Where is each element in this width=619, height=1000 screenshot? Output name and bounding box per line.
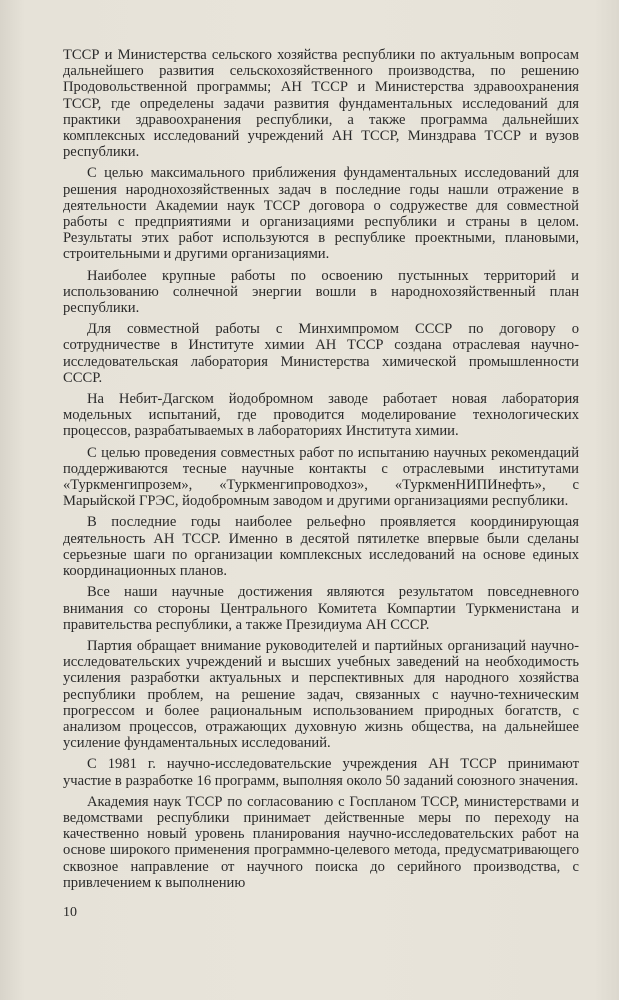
paragraph: В последние годы наиболее рельефно проявляется координирующая деятельность АН ТССР. Именно в десятой пятилетке впервые были сделаны серьезные шаги по организации комплексных исследований на основе единых координационных планов.	[63, 514, 579, 580]
page-number: 10	[63, 905, 77, 920]
paragraph: Академия наук ТССР по согласованию с Госпланом ТССР, министерствами и ведомствами республики принимает действенные меры по переходу на качественно новый уровень планирования научно-исследовательских работ на основе широкого применения программно-целевого метода, предусматривающего сквозное направление от научного поиска до серийного производства, с привлечением к выполнению	[63, 793, 579, 891]
paragraph: С целью проведения совместных работ по испытанию научных рекомендаций поддерживаются тесные научные контакты с отраслевыми институтами «Туркменгипрозем», «Туркменгипроводхоз», «ТуркменНИПИнефть», с Марыйской ГРЭС, йодобромным заводом и другими организациями республики.	[63, 444, 579, 510]
paragraph: Наиболее крупные работы по освоению пустынных территорий и использованию солнечной энергии вошли в народнохозяйственный план республики.	[63, 267, 579, 317]
paragraph: На Небит-Дагском йодобромном заводе работает новая лаборатория модельных испытаний, где проводится моделирование технологических процессов, разрабатываемых в лабораториях Института химии.	[63, 391, 579, 440]
paragraph: С 1981 г. научно-исследовательские учреждения АН ТССР принимают участие в разработке 16 программ, выполняя около 50 заданий союзного значения.	[63, 756, 579, 789]
paragraph: Партия обращает внимание руководителей и партийных организаций научно-исследовательских учреждений и высших учебных заведений на необходимость усиления разработки актуальных и перспективных для народного хозяйства республики проблем, на решение задач, связанных с научно-техническим прогрессом и более рациональным использованием природных богатств, с анализом процессов, отражающих духовную жизнь общества, на дальнейшее усиление фундаментальных исследований.	[63, 637, 579, 752]
paragraph: Все наши научные достижения являются результатом повседневного внимания со стороны Центрального Комитета Компартии Туркменистана и правительства республики, а также Президиума АН СССР.	[63, 584, 579, 633]
body-text	[63, 47, 579, 896]
paragraph: Для совместной работы с Минхимпромом СССР по договору о сотрудничестве в Институте химии АН ТССР создана отраслевая научно-исследовательская лаборатория Министерства химической промышленности СССР.	[63, 321, 579, 386]
paragraph: ТССР и Министерства сельского хозяйства республики по актуальным вопросам дальнейшего развития сельскохозяйственного производства, по решению Продовольственной программы; АН ТССР и Министерства здравоохранения ТССР, где определены задачи развития фундаментальных исследований для практики здравоохранения республики, а также программа дальнейших комплексных исследований учреждений АН ТССР, Минздрава ТССР и вузов республики.	[63, 47, 579, 161]
paragraph: С целью максимального приближения фундаментальных исследований для решения народнохозяйственных задач в последние годы нашли отражение в деятельности Академии наук ТССР договора о содружестве для совместной работы с предприятиями и организациями республики и страны в целом. Результаты этих работ используются в республике проектными, плановыми, строительными и другими организациями.	[63, 165, 579, 263]
